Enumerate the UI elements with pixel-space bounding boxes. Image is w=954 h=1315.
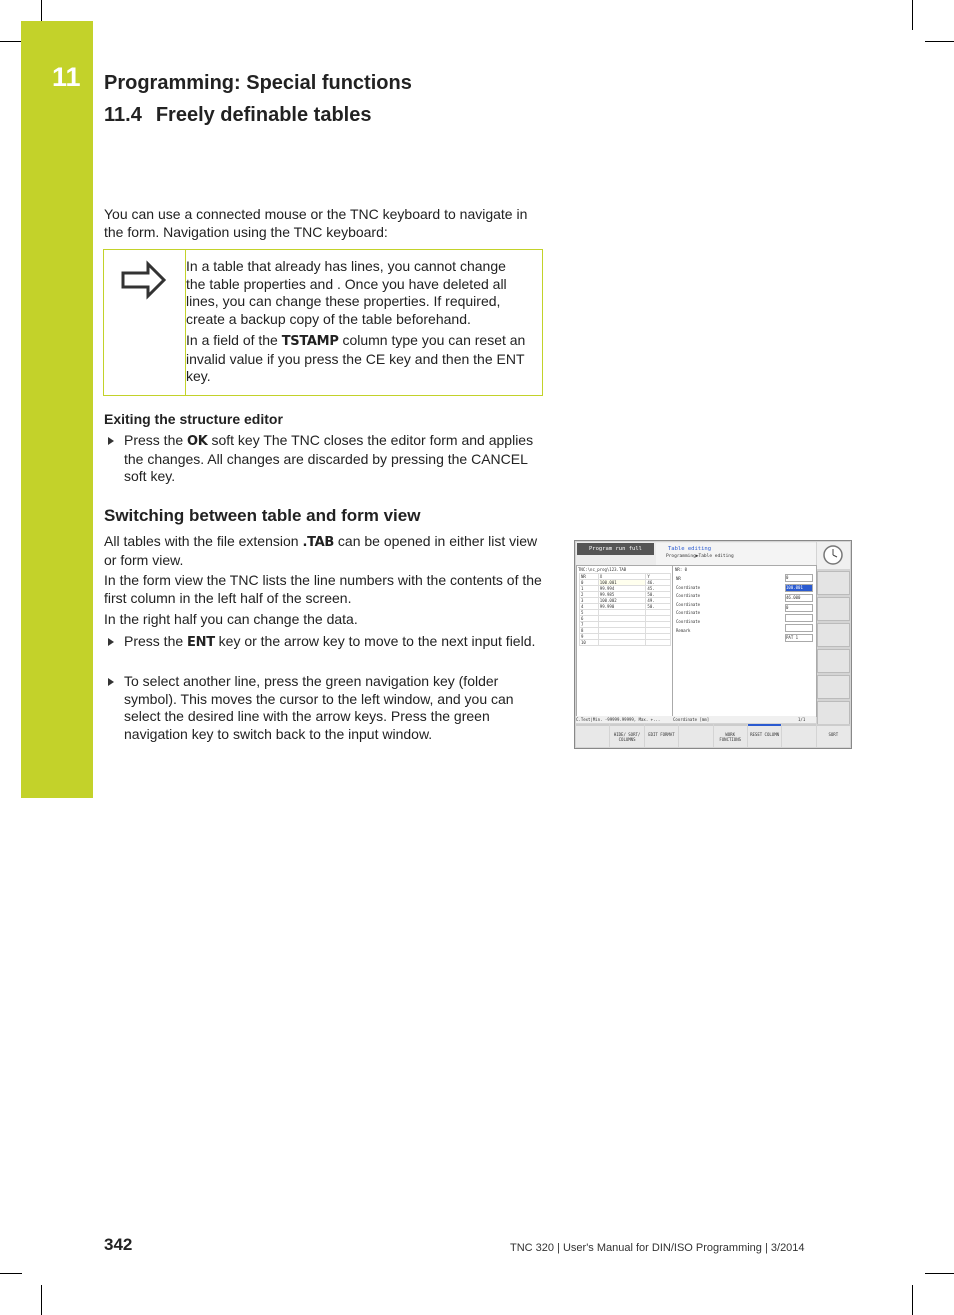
form-input[interactable]: 0: [785, 574, 813, 582]
arrow-right-icon: [120, 260, 168, 300]
form-view: [672, 565, 817, 717]
chapter-sidebar: [21, 21, 93, 798]
form-input[interactable]: 100.001: [785, 584, 813, 592]
cell: 7: [580, 622, 599, 628]
softkey-edit-format[interactable]: EDIT FORMAT: [645, 724, 678, 747]
cell: 49.: [646, 598, 671, 604]
form-input[interactable]: 46.000: [785, 594, 813, 602]
softkey[interactable]: [576, 724, 609, 747]
page-indicator: 1/1: [798, 717, 806, 722]
bullet-triangle-icon: [108, 678, 114, 686]
softkey[interactable]: [679, 724, 712, 747]
section-title: [104, 104, 371, 127]
cell: 8: [580, 628, 599, 634]
form-label: Coordinate: [676, 584, 701, 590]
cell: 1: [580, 586, 599, 592]
col-header: Y: [646, 574, 671, 580]
note-text: column type you can reset an invalid value if you press the CE key and then the ENT key.: [186, 332, 526, 385]
mode-bar: [576, 542, 816, 565]
switch-paragraph-3: In the right half you can change the data.: [104, 611, 358, 627]
form-labels: [676, 575, 700, 635]
footer: TNC 320 | User's Manual for DIN/ISO Programming | 3/2014: [510, 1242, 805, 1254]
col-header: NR: [580, 574, 599, 580]
cell: 4: [580, 604, 599, 610]
side-softkey[interactable]: [817, 701, 850, 725]
status-text: C.Text|Min. -99999.99999, Max. +...: [576, 717, 661, 722]
form-input[interactable]: PAT 1: [785, 634, 813, 642]
note-paragraph-2: [186, 332, 526, 386]
para-text: can be opened in either list view or form view.: [104, 533, 538, 568]
switch-paragraph-2: In the form view the TNC lists the line numbers with the contents of the first column in the left half of the screen.: [104, 572, 542, 606]
chapter-number: 11: [52, 62, 81, 92]
note-box: [103, 249, 543, 396]
bullet-text: Press the: [124, 432, 188, 448]
cell: 99.994: [598, 586, 646, 592]
table-list-view: [576, 565, 673, 717]
cell: 100.002: [598, 598, 646, 604]
crop-mark: [0, 41, 22, 42]
status-unit: Coordinate [mm]: [673, 717, 710, 722]
section-name: Freely definable tables: [155, 104, 372, 126]
cell: 2: [580, 592, 599, 598]
switch-paragraph-1: [104, 533, 544, 569]
keyword-tab: .TAB: [302, 535, 335, 550]
cell: 46.: [646, 580, 671, 586]
status-line: [576, 716, 816, 723]
side-softkey[interactable]: [817, 675, 850, 699]
form-label: Coordinate: [676, 593, 701, 599]
chapter-title: Programming: Special functions: [104, 72, 412, 94]
side-softkey[interactable]: [817, 597, 850, 621]
cell: 100.001: [598, 580, 646, 586]
bullet-item: [104, 633, 544, 652]
cell: 5: [580, 610, 599, 616]
form-label: Coordinate: [676, 610, 701, 616]
crop-mark: [912, 1285, 913, 1315]
side-softkey[interactable]: [817, 571, 850, 595]
mode-program-run: Program run full: [577, 543, 654, 555]
crop-mark: [925, 1273, 954, 1274]
cell: 6: [580, 616, 599, 622]
cell: 3: [580, 598, 599, 604]
form-input[interactable]: [785, 624, 813, 632]
bullet-text: key or the arrow key to move to the next input field.: [214, 633, 536, 649]
cell: 99.990: [598, 604, 646, 610]
cell: 99.985: [598, 592, 646, 598]
page-number: 342: [104, 1235, 133, 1254]
form-label: Remark: [676, 627, 691, 633]
bullet-text: To select another line, press the green navigation key (folder symbol). This moves the cursor to the left window, and you can select the desired line with the arrow keys. Press the green navigation key to switch back to the input window.: [124, 673, 514, 742]
softkey-hide-sort-columns[interactable]: HIDE/ SORT/ COLUMNS: [610, 724, 643, 747]
vertical-softkeys: [817, 571, 850, 716]
crop-mark: [41, 0, 42, 22]
side-softkey[interactable]: [817, 623, 850, 647]
nr-label: NR: 0: [675, 567, 688, 572]
keyword-tstamp: TSTAMP: [281, 334, 339, 349]
cell: 45.: [646, 586, 671, 592]
bullet-triangle-icon: [108, 638, 114, 646]
bullet-item: [104, 432, 544, 486]
mode-title: Table editing: [668, 546, 712, 552]
keyword-ent: ENT: [187, 635, 215, 650]
softkey-reset-column[interactable]: RESET COLUMN: [748, 724, 781, 747]
form-label: Coordinate: [676, 618, 701, 624]
crop-mark: [0, 1273, 22, 1274]
col-header: X: [598, 574, 646, 580]
softkey[interactable]: [782, 724, 815, 747]
cell: 9: [580, 634, 599, 640]
form-label: Coordinate: [676, 601, 701, 607]
crop-mark: [925, 41, 954, 42]
exit-heading: Exiting the structure editor: [104, 411, 283, 427]
mode-table-editing: [656, 543, 816, 565]
para-text: All tables with the file extension: [104, 533, 303, 549]
cell: 10: [580, 640, 599, 646]
form-input[interactable]: 0: [785, 604, 813, 612]
side-softkey[interactable]: [817, 649, 850, 673]
mode-subtitle: Programming▶Table editing: [666, 554, 734, 559]
softkey-work-functions[interactable]: WORK FUNCTIONS: [714, 724, 747, 747]
file-path: TNC:\nc_prog\123.TAB: [578, 567, 627, 572]
cell: 50.: [646, 604, 671, 610]
bullet-item: [104, 673, 544, 743]
bullet-text: soft key The TNC closes the editor form and applies the changes. All changes are discarded by pressing the CANCEL soft key.: [124, 432, 534, 485]
cell: 0: [580, 580, 599, 586]
horizontal-softkeys: [576, 724, 850, 747]
switch-heading: Switching between table and form view: [104, 506, 421, 525]
crop-mark: [912, 0, 913, 30]
intro-paragraph: You can use a connected mouse or the TNC keyboard to navigate in the form. Navigation using the TNC keyboard:: [104, 206, 528, 240]
keyword-ok: OK: [187, 434, 208, 449]
note-paragraph-1: In a table that already has lines, you cannot change the table properties and . Once you have deleted all lines, you can change these properties. If required, create a backup copy of the table beforehand.: [186, 258, 507, 327]
form-fields: [785, 574, 813, 644]
cell: 50.: [646, 592, 671, 598]
section-number: 11.4: [104, 104, 142, 126]
table-row[interactable]: [580, 640, 671, 646]
clock-icon: [817, 542, 850, 569]
bullet-text: Press the: [124, 633, 188, 649]
tnc-screenshot: [574, 540, 852, 749]
form-label: NR: [676, 576, 681, 581]
bullet-triangle-icon: [108, 437, 114, 445]
line-table: [579, 573, 671, 646]
crop-mark: [41, 1285, 42, 1315]
softkey-sort[interactable]: SORT: [817, 724, 850, 747]
note-text: In a field of the: [186, 332, 282, 348]
form-input[interactable]: [785, 614, 813, 622]
